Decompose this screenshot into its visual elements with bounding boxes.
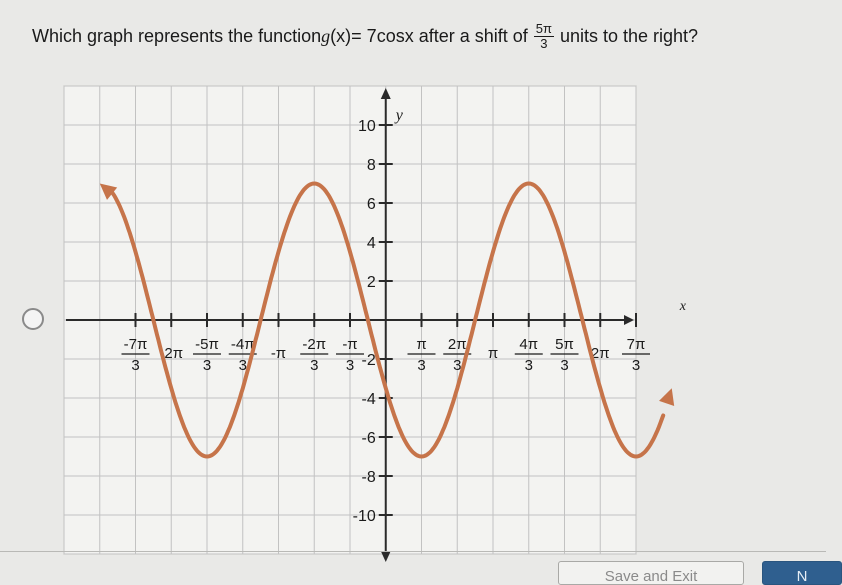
- curve-arrow-right: [659, 388, 674, 406]
- x-tick-label-numerator: -5π: [195, 336, 219, 353]
- x-tick-label-numerator: 4π: [519, 336, 539, 353]
- x-axis-label: x: [679, 299, 686, 314]
- question-equation: = 7cosx after a shift of: [351, 26, 528, 46]
- x-tick-label-denominator: 3: [524, 357, 533, 374]
- x-tick-label-numerator: π: [416, 336, 427, 353]
- shift-denominator: 3: [540, 36, 548, 51]
- x-tick-label: π: [487, 345, 499, 362]
- y-tick-label: 2: [366, 274, 376, 291]
- x-tick-label: -2π: [159, 345, 184, 362]
- answer-graph: [64, 86, 686, 554]
- x-tick-label-numerator: 5π: [555, 336, 574, 353]
- x-tick-label-denominator: 3: [631, 357, 641, 374]
- x-tick-label-numerator: 2π: [447, 336, 467, 353]
- question-text: [32, 22, 698, 51]
- x-tick-label-denominator: 3: [310, 357, 319, 374]
- x-tick-label-numerator: -2π: [302, 336, 327, 353]
- save-and-exit-button[interactable]: Save and Exit: [558, 561, 744, 585]
- shift-fraction: [534, 22, 554, 51]
- x-tick-label: 2π: [590, 345, 610, 362]
- x-tick-label-denominator: 3: [202, 357, 212, 374]
- y-axis-label: y: [395, 107, 403, 124]
- x-tick-label-denominator: 3: [560, 357, 569, 374]
- x-tick-label-denominator: 3: [238, 357, 247, 374]
- x-tick-label-denominator: 3: [453, 357, 462, 374]
- answer-radio-button[interactable]: [22, 308, 44, 330]
- x-tick-label-numerator: -4π: [230, 336, 255, 353]
- y-tick-label: 4: [366, 235, 376, 252]
- y-tick-label: -8: [361, 469, 376, 486]
- x-tick-label-numerator: 7π: [626, 336, 646, 353]
- y-tick-label: 10: [357, 118, 376, 135]
- x-tick-label-numerator: -7π: [123, 336, 148, 353]
- y-tick-label: 6: [366, 196, 376, 213]
- next-button[interactable]: N: [762, 561, 842, 585]
- y-axis-arrow-down: [381, 551, 391, 562]
- shift-numerator: 5π: [535, 21, 552, 36]
- y-tick-label: 8: [366, 157, 376, 174]
- x-tick-label-denominator: 3: [417, 357, 426, 374]
- y-tick-label: -10: [352, 508, 376, 525]
- y-tick-label: -6: [361, 430, 376, 447]
- function-name: g: [321, 26, 331, 46]
- x-tick-label-numerator: -π: [342, 336, 358, 353]
- x-tick-label-denominator: 3: [131, 357, 140, 374]
- x-tick-label-denominator: 3: [345, 357, 355, 374]
- x-tick-label: -π: [270, 345, 287, 362]
- question-prefix: Which graph represents the function: [32, 26, 322, 46]
- y-tick-label: -4: [361, 391, 376, 408]
- question-suffix: units to the right?: [559, 26, 699, 46]
- function-arg: (x): [330, 26, 352, 46]
- footer-divider: [0, 551, 826, 552]
- y-tick-label: -2: [361, 352, 376, 369]
